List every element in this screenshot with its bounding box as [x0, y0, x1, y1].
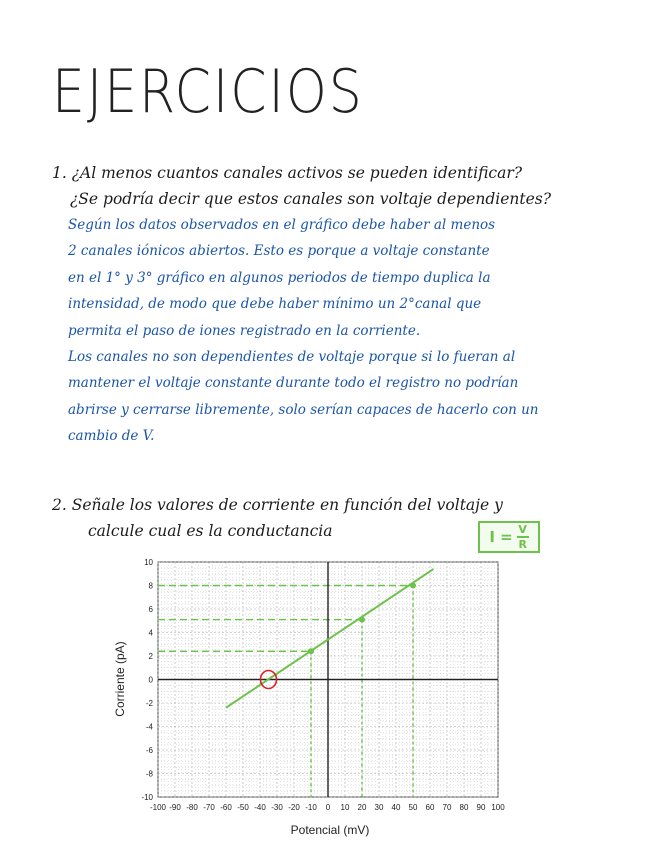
y-tick-label: -2 [145, 699, 153, 708]
x-tick-label: 10 [340, 803, 350, 812]
ohms-law-formula [478, 521, 540, 553]
answer-line: mantener el voltaje constante durante todo el registro no podrían [68, 375, 519, 392]
answer-line: abrirse y cerrarse libremente, solo serían capaces de hacerlo con un [68, 401, 539, 418]
x-tick-label: 30 [374, 803, 384, 812]
x-tick-label: -20 [288, 803, 300, 812]
question-1 [52, 160, 551, 212]
chart-axes [158, 562, 498, 797]
x-tick-label: -70 [203, 803, 215, 812]
question-2-line-2: calcule cual es la conductancia [88, 522, 333, 540]
x-tick-label: -100 [149, 803, 167, 812]
y-tick-label: -10 [141, 793, 153, 802]
x-tick-label: 90 [476, 803, 486, 812]
question-2 [52, 492, 503, 544]
formula-lhs: I = [489, 528, 513, 546]
y-tick-label: -8 [145, 769, 153, 779]
y-tick-label: 0 [148, 675, 153, 685]
answer-line: 2 canales iónicos abiertos. Esto es porque a voltaje constante [68, 243, 490, 260]
y-tick-label: 2 [148, 652, 153, 661]
x-tick-label: 40 [391, 803, 401, 812]
answer-line: cambio de V. [68, 428, 155, 445]
x-tick-label: -60 [220, 803, 232, 812]
question-2-line-1: 2. Señale los valores de corriente en función del voltaje y [52, 496, 503, 514]
chart-series [226, 569, 433, 708]
x-tick-label: -30 [271, 803, 283, 812]
formula-denominator: R [518, 538, 527, 551]
answer-line: Según los datos observados en el gráfico debe haber al menos [68, 217, 496, 233]
x-tick-label: 80 [459, 803, 469, 812]
data-point [308, 648, 314, 654]
answer-1 [68, 212, 628, 450]
highlight-circle [261, 671, 277, 689]
y-axis-label: Corriente (pA) [113, 641, 127, 717]
y-tick-label: 10 [144, 558, 153, 567]
y-tick-label: -6 [145, 746, 153, 755]
x-tick-label: 50 [408, 803, 418, 812]
answer-line: Los canales no son dependientes de voltaje porque si lo fueran al [68, 349, 516, 366]
x-axis-label: Potencial (mV) [290, 823, 370, 837]
x-tick-label: -90 [169, 803, 181, 812]
x-tick-label: 20 [357, 803, 367, 812]
x-tick-label: 0 [325, 803, 331, 812]
chart-ticks [141, 558, 505, 812]
y-tick-label: 4 [148, 628, 153, 638]
x-tick-label: 70 [442, 803, 452, 812]
chart-guides [158, 586, 413, 798]
formula-fraction [517, 524, 529, 550]
fit-line [226, 569, 433, 708]
question-1-line-1: 1. ¿Al menos cuantos canales activos se pueden identificar? [52, 164, 523, 182]
x-tick-label: 60 [425, 803, 435, 812]
answer-line: intensidad, de modo que debe haber mínimo un 2°canal que [68, 296, 482, 313]
x-tick-label: 100 [491, 803, 505, 812]
question-1-line-2: ¿Se podría decir que estos canales son voltaje dependientes? [70, 190, 552, 208]
x-tick-label: -10 [305, 803, 317, 812]
answer-line: en el 1° y 3° gráfico en algunos periodos de tiempo duplica la [68, 269, 491, 286]
y-tick-label: 8 [148, 581, 153, 591]
plot-frame [158, 562, 498, 797]
chart-grid [158, 562, 498, 797]
x-tick-label: -40 [254, 803, 266, 812]
data-point [410, 583, 416, 589]
x-tick-label: -50 [237, 803, 249, 812]
page-title: EJERCICIOS [52, 58, 364, 127]
y-tick-label: -4 [145, 722, 153, 732]
x-tick-label: -80 [186, 803, 198, 812]
y-tick-label: 6 [148, 605, 153, 614]
formula-numerator: V [518, 523, 527, 536]
data-point [359, 617, 365, 623]
answer-line: permita el paso de iones registrado en la corriente. [68, 322, 421, 339]
